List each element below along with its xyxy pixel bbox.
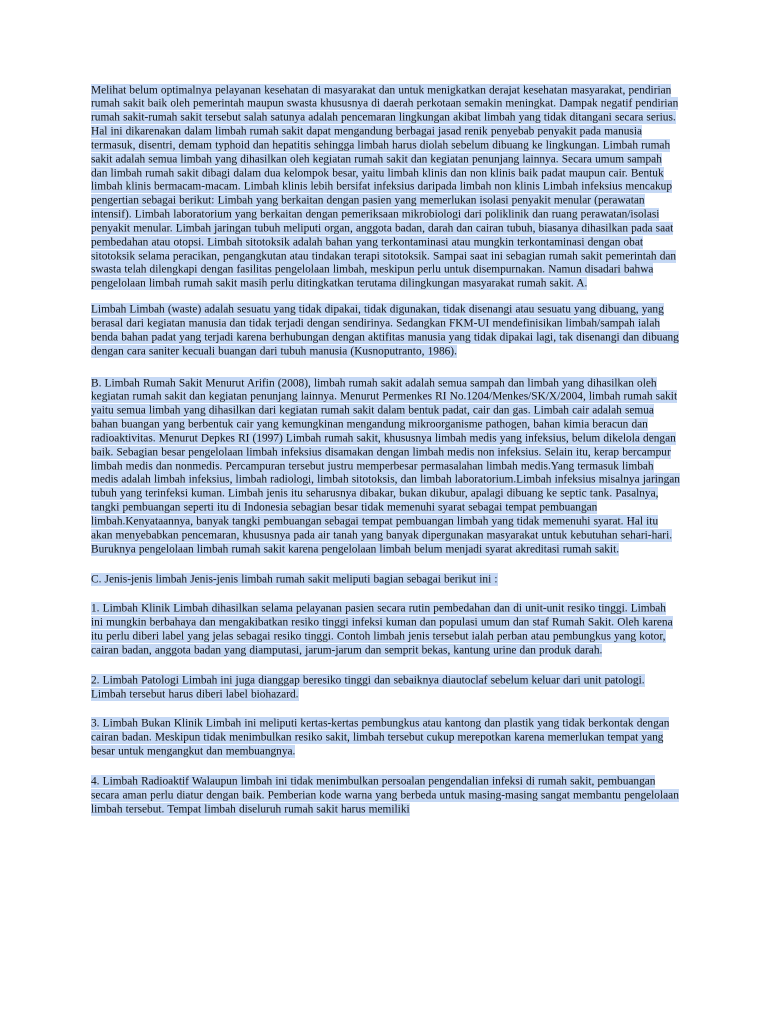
paragraph-intro [91, 84, 681, 292]
paragraph-1-text[interactable]: 1. Limbah Klinik Limbah dihasilkan selama pelayanan pasien secara rutin pembedahan dan di unit-unit resiko tinggi. Limbah ini mungkin berbahaya dan mengakibatkan resiko tinggi infeksi kuman dan populasi umum dan staf Rumah Sakit. Oleh karena itu perlu diberi label yang jelas sebagai resiko tinggi. Contoh limbah jenis tersebut ialah perban atau pembungkus yang kotor, cairan badan, anggota badan yang diamputasi, jarum-jarum dan semprit bekas, kantung urine dan produk darah. [91, 602, 673, 657]
paragraph-a-limbah-text[interactable]: Limbah Limbah (waste) adalah sesuatu yang tidak dipakai, tidak digunakan, tidak disenangi atau sesuatu yang dibuang, yang berasal dari kegiatan manusia dan tidak terjadi dengan sendirinya. Sedangkan FKM-UI mendefinisikan limbah/sampah ialah benda bahan padat yang terjadi karena berhubungan dengan aktifitas manusia yang tidak dipakai lagi, tak disenangi dan dibuang dengan cara saniter kecuali buangan dari tubuh manusia (Kusnoputranto, 1986). [91, 303, 679, 358]
paragraph-1-limbah-klinik [91, 603, 681, 658]
paragraph-3-text[interactable]: 3. Limbah Bukan Klinik Limbah ini meliputi kertas-kertas pembungkus atau kantong dan plastik yang tidak berkontak dengan cairan badan. Meskipun tidak menimbulkan resiko sakit, limbah tersebut cukup merepotkan karena memerlukan tempat yang besar untuk mengangkut dan membuangnya. [91, 717, 670, 758]
paragraph-c-jenis-limbah [91, 573, 681, 587]
paragraph-b-limbah-rumah-sakit [91, 377, 681, 557]
paragraph-a-limbah [91, 304, 681, 359]
document-page [91, 84, 681, 835]
paragraph-2-text[interactable]: 2. Limbah Patologi Limbah ini juga dianggap beresiko tinggi dan sebaiknya diautoclaf sebelum keluar dari unit patologi. Limbah tersebut harus diberi label biohazard. [91, 674, 645, 701]
paragraph-3-limbah-bukan-klinik [91, 718, 681, 760]
paragraph-b-text[interactable]: B. Limbah Rumah Sakit Menurut Arifin (2008), limbah rumah sakit adalah semua sampah dan limbah yang dihasilkan oleh kegiatan rumah sakit dan kegiatan penunjang lainnya. Menurut Permenkes RI No.1204/Menkes/SK/X/2004, limbah rumah sakit yaitu semua limbah yang dihasilkan dari kegiatan rumah sakit dalam bentuk padat, cair dan gas. Limbah cair adalah semua bahan buangan yang berbentuk cair yang kemungkinan mengandung mikroorganisme pathogen, bahan kimia beracun dan radioaktivitas. Menurut Depkes RI (1997) Limbah rumah sakit, khususnya limbah medis yang infeksius, belum dikelola dengan baik. Sebagian besar pengelolaan limbah infeksius disamakan dengan limbah medis non infeksius. Selain itu, kerap bercampur limbah medis dan nonmedis. Percampuran tersebut justru memperbesar permasalahan limbah medis.Yang termasuk limbah medis adalah limbah infeksius, limbah radiologi, limbah sitotoksis, dan limbah laboratorium.Limbah infeksius misalnya jaringan tubuh yang terinfeksi kuman. Limbah jenis itu seharusnya dibakar, bukan dikubur, apalagi dibuang ke septic tank. Pasalnya, tangki pembuangan seperti itu di Indonesia sebagian besar tidak memenuhi syarat sebagai tempat pembuangan limbah.Kenyataannya, banyak tangki pembuangan sebagai tempat pembuangan limbah yang tidak memenuhi syarat. Hal itu akan menyebabkan pencemaran, khususnya pada air tanah yang banyak dipergunakan masyarakat untuk kebutuhan sehari-hari. Buruknya pengelolaan limbah rumah sakit karena pengelolaan limbah belum menjadi syarat akreditasi rumah sakit. [91, 377, 680, 556]
paragraph-4-text[interactable]: 4. Limbah Radioaktif Walaupun limbah ini tidak menimbulkan persoalan pengendalian infeksi di rumah sakit, pembuangan secara aman perlu diatur dengan baik. Pemberian kode warna yang berbeda untuk masing-masing sangat membantu pengelolaan limbah tersebut. Tempat limbah diseluruh rumah sakit harus memiliki [91, 775, 679, 816]
paragraph-intro-text[interactable]: Melihat belum optimalnya pelayanan kesehatan di masyarakat dan untuk menigkatkan derajat kesehatan masyarakat, pendirian rumah sakit baik oleh pemerintah maupun swasta khususnya di daerah perkotaan semakin meningkat. Dampak negatif pendirian rumah sakit-rumah sakit tersebut salah satunya adalah pencemaran lingkungan akibat limbah yang tidak ditangani secara serius. Hal ini dikarenakan dalam limbah rumah sakit dapat mengandung berbagai jasad renik penyebab penyakit pada manusia termasuk, disentri, demam typhoid dan hepatitis sehingga limbah harus diolah sebelum dibuang ke lingkungan. Limbah rumah sakit adalah semua limbah yang dihasilkan oleh kegiatan rumah sakit dan kegiatan penunjang lainnya. Secara umum sampah dan limbah rumah sakit dibagi dalam dua kelompok besar, yaitu limbah klinis dan non klinis baik padat maupun cair. Bentuk limbah klinis bermacam-macam. Limbah klinis lebih bersifat infeksius daripada limbah non klinis Limbah infeksius mencakup pengertian sebagai berikut: Limbah yang berkaitan dengan pasien yang memerlukan isolasi penyakit menular (perawatan intensif). Limbah laboratorium yang berkaitan dengan pemeriksaan mikrobiologi dari poliklinik dan ruang perawatan/isolasi penyakit menular. Limbah jaringan tubuh meliputi organ, anggota badan, darah dan cairan tubuh, biasanya dihasilkan pada saat pembedahan atau otopsi. Limbah sitotoksik adalah bahan yang terkontaminasi atau mungkin terkontaminasi dengan obat sitotoksik selama peracikan, pengangkutan atau tindakan terapi sitotoksik. Sampai saat ini sebagian rumah sakit pemerintah dan swasta telah dilengkapi dengan fasilitas pengelolaan limbah, meskipun perlu untuk disempurnakan. Namun disadari bahwa pengelolaan limbah rumah sakit masih perlu ditingkatkan terutama dilingkungan masyarakat rumah sakit. A. [91, 84, 679, 290]
paragraph-c-text[interactable]: C. Jenis-jenis limbah Jenis-jenis limbah rumah sakit meliputi bagian sebagai berikut ini : [91, 573, 498, 585]
paragraph-2-limbah-patologi [91, 674, 681, 702]
paragraph-4-limbah-radioaktif [91, 775, 681, 817]
